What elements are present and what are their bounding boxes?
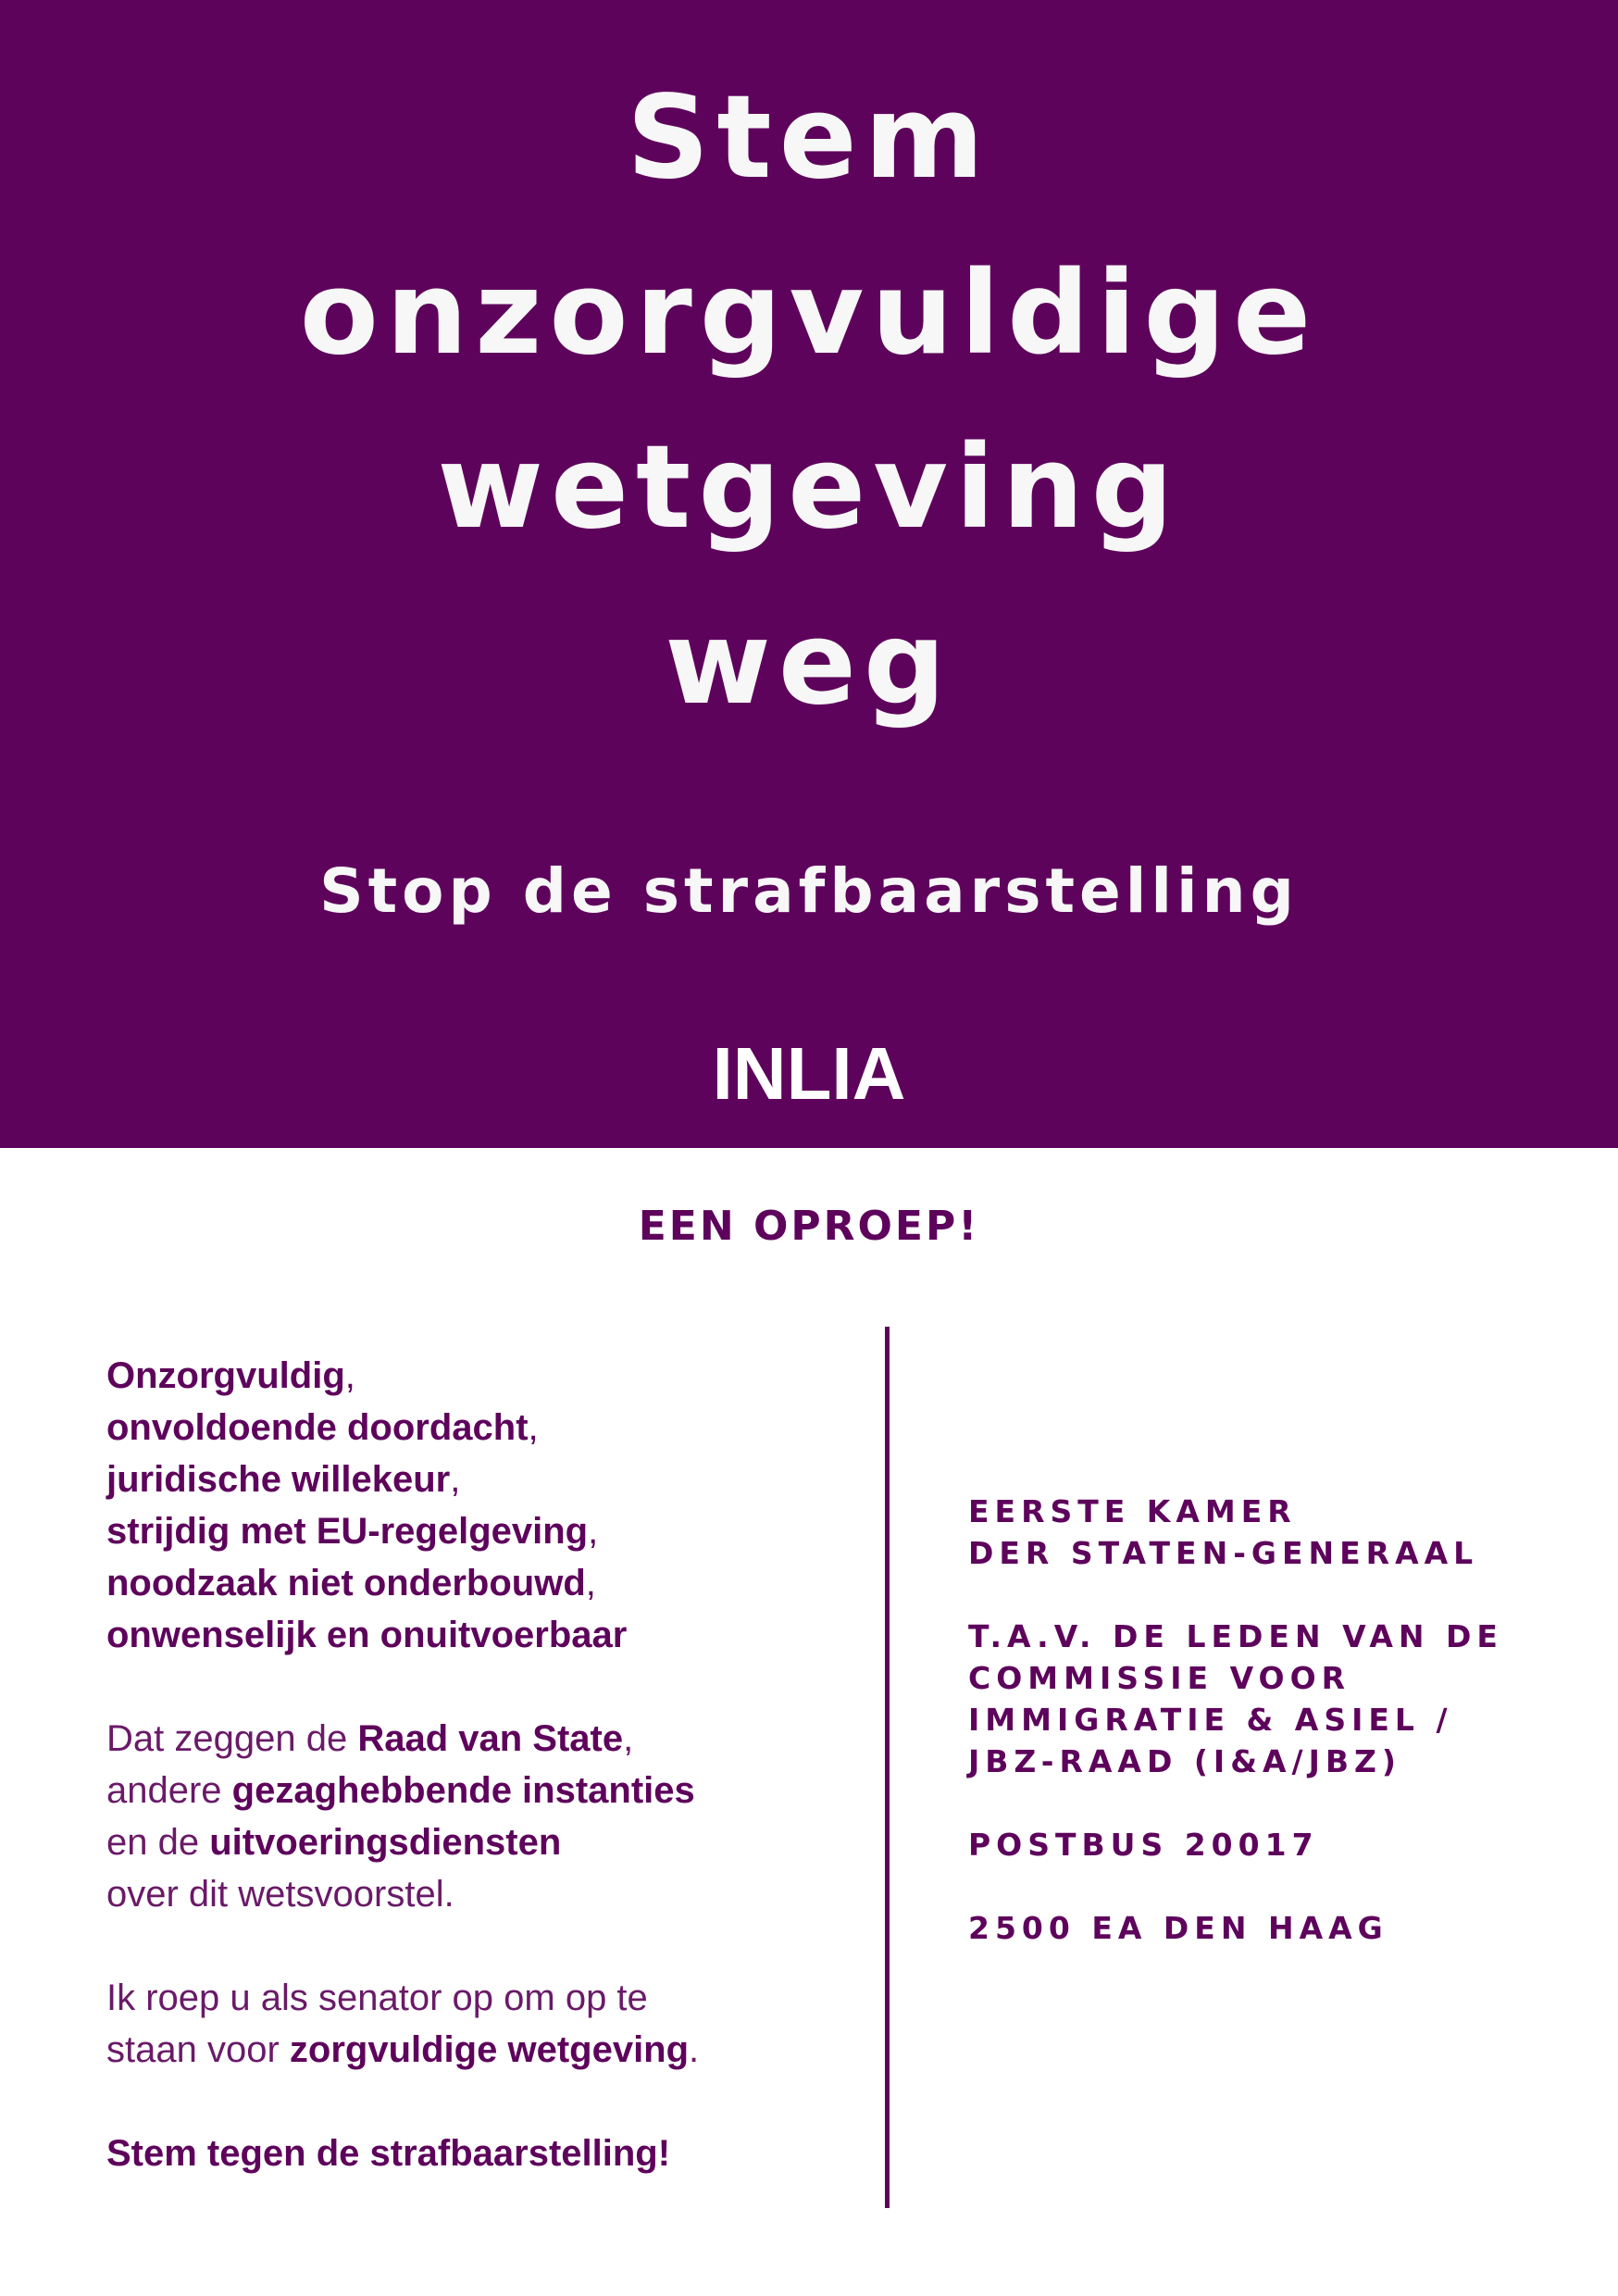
sources-prefix: andere [106,1770,232,1811]
criticism-line [106,1350,875,1402]
criticism-text: onwenselijk en onuitvoerbaar [106,1615,628,1655]
criticism-punct: , [528,1407,539,1448]
criticism-punct: , [588,1511,599,1552]
address-line-1: EERSTE KAMER [968,1493,1297,1529]
closing-text: Stem tegen de strafbaarstelling! [106,2133,671,2174]
message-column [106,1350,875,2179]
address-block [968,1491,1607,1949]
address-line-5: IMMIGRATIE & ASIEL / [968,1702,1453,1738]
sources-bold: Raad van State [357,1718,624,1759]
spacer [968,1782,1607,1824]
sources-bold: uitvoeringsdiensten [209,1822,562,1863]
criticism-line [106,1454,875,1505]
criticism-punct: , [344,1355,355,1396]
appeal-line-1: Ik roep u als senator op om op te [106,1978,648,2018]
criticism-punct: , [585,1563,596,1603]
sources-line-4: over dit wetsvoorstel. [106,1874,454,1915]
appeal-line-2 [106,2024,875,2076]
sources-prefix: Dat zeggen de [106,1718,358,1759]
headline-line-3: wetgeving [437,421,1181,555]
sub-headline: Stop de strafbaarstelling [319,855,1299,927]
call-heading: EEN OPROEP! [638,1203,980,1250]
address-line-4: COMMISSIE VOOR [968,1660,1351,1696]
spacer [106,1920,875,1972]
appeal-prefix: staan voor [106,2029,290,2070]
address-line-3: T.A.V. DE LEDEN VAN DE [968,1618,1503,1654]
spacer [968,1574,1607,1616]
criticism-line [106,1609,875,1661]
criticism-line [106,1557,875,1609]
criticism-line [106,1505,875,1557]
headline-line-1: Stem [627,71,991,205]
headline-line-4: weg [665,597,953,730]
headline-line-2: onzorgvuldige [299,247,1319,381]
spacer [106,1661,875,1713]
criticism-text: onvoldoende doordacht [106,1407,529,1448]
spacer [106,2076,875,2128]
criticism-text: juridische willekeur [106,1459,451,1500]
criticism-punct: , [450,1459,461,1500]
closing-line [106,2128,875,2179]
sources-line-1 [106,1713,875,1765]
criticism-line [106,1402,875,1454]
address-line-7: POSTBUS 20017 [968,1827,1319,1863]
sources-bold: gezaghebbende instanties [231,1770,695,1811]
sources-suffix: , [623,1718,634,1759]
spacer [968,1866,1607,1907]
appeal-bold: zorgvuldige wetgeving [289,2029,690,2070]
criticism-text: noodzaak niet onderbouwd [106,1563,586,1603]
column-divider [885,1327,890,2208]
address-line-6: JBZ-RAAD (I&A/JBZ) [968,1743,1402,1779]
sources-line-2 [106,1765,875,1816]
criticism-text: Onzorgvuldig [106,1355,345,1396]
address-line-2: DER STATEN-GENERAAL [968,1535,1479,1571]
address-line-8: 2500 EA DEN HAAG [968,1910,1388,1946]
criticism-text: strijdig met EU-regelgeving [106,1511,589,1552]
organization-name: INLIA [712,1032,906,1115]
sources-line-3 [106,1816,875,1868]
appeal-suffix: . [689,2029,700,2070]
sources-prefix: en de [106,1822,210,1863]
